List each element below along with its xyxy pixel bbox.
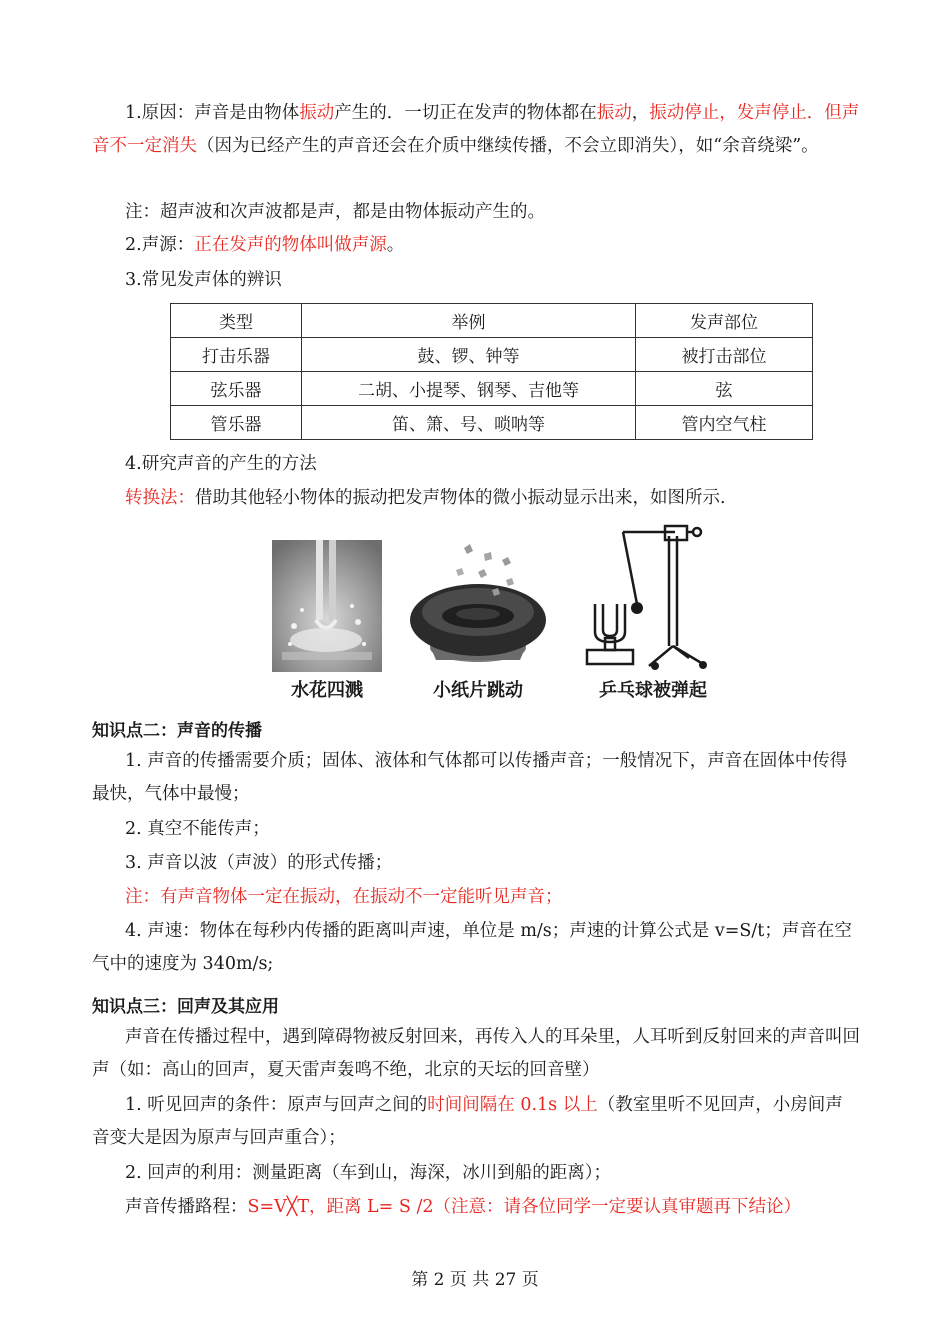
table-header: 发声部位 <box>636 304 813 338</box>
text: 1. 听见回声的条件：原声与回声之间的 <box>125 1095 428 1115</box>
table-header: 举例 <box>302 304 636 338</box>
text: ， <box>631 103 650 123</box>
table-cell: 弦 <box>636 372 813 406</box>
note-vibration: 注：有声音物体一定在振动，在振动不一定能听见声音； <box>125 887 563 907</box>
table-cell: 打击乐器 <box>171 338 302 372</box>
figure-caption: 乒乓球被弹起 <box>599 680 707 701</box>
paragraph-conversion <box>92 482 860 515</box>
text: 1.原因：声音是由物体 <box>125 103 300 123</box>
highlight: 时间间隔在 0.1s 以上 <box>427 1095 598 1115</box>
paragraph-method: 4.研究声音的产生的方法 <box>125 454 317 474</box>
text: 借助其他轻小物体的振动把发声物体的微小振动显示出来，如图所示. <box>195 488 726 508</box>
paper-bits-figure <box>408 540 548 672</box>
table-header-row <box>171 304 813 338</box>
table-row <box>171 338 813 372</box>
figure-caption: 小纸片跳动 <box>433 680 523 701</box>
text: 2.声源： <box>125 235 195 255</box>
text: （教室里听不见回声，小房间声音变大是因为原声与回声重合）； <box>92 1095 843 1148</box>
paragraph-echo-condition <box>92 1089 860 1155</box>
text: 产生的．一切正在发声的物体都在 <box>334 103 597 123</box>
table-row <box>171 406 813 440</box>
highlight: S=V╳T，距离 L= S /2（注意：请各位同学一定要认真审题再下结论） <box>247 1197 801 1217</box>
table-cell: 鼓、锣、钟等 <box>302 338 636 372</box>
sound-source-table <box>170 303 813 440</box>
paragraph-vacuum: 2. 真空不能传声； <box>125 819 270 839</box>
highlight: 振动 <box>299 103 335 123</box>
water-splash-figure <box>272 540 382 672</box>
paragraph-echo-formula <box>92 1191 860 1224</box>
highlight: 正在发声的物体叫做声源 <box>194 235 387 255</box>
table-cell: 管乐器 <box>171 406 302 440</box>
paragraph-medium: 1. 声音的传播需要介质；固体、液体和气体都可以传播声音；一般情况下，声音在固体中传得最快，气体中最慢； <box>92 751 848 804</box>
table-cell: 二胡、小提琴、钢琴、吉他等 <box>302 372 636 406</box>
paragraph-echo-use: 2. 回声的利用：测量距离（车到山，海深，冰川到船的距离）； <box>125 1163 612 1183</box>
section-heading: 知识点三：回声及其应用 <box>92 997 279 1017</box>
figure-caption: 水花四溅 <box>291 680 363 701</box>
note-ultrasound: 注：超声波和次声波都是声，都是由物体振动产生的。 <box>125 202 545 222</box>
table-header: 类型 <box>171 304 302 338</box>
paragraph-speed: 4. 声速：物体在每秒内传播的距离叫声速，单位是 m/s；声速的计算公式是 v=S/t；声音在空气中的速度为 340m/s; <box>92 921 852 974</box>
paragraph-echo: 声音在传播过程中，遇到障碍物被反射回来，再传入人的耳朵里，人耳听到反射回来的声音叫回声（如：高山的回声，夏天雷声轰鸣不绝，北京的天坛的回音壁） <box>92 1027 860 1080</box>
paragraph-wave: 3. 声音以波（声波）的形式传播； <box>125 853 393 873</box>
table-row <box>171 372 813 406</box>
page-footer: 第 2 页 共 27 页 <box>411 1270 539 1290</box>
table-cell: 被打击部位 <box>636 338 813 372</box>
table-cell: 管内空气柱 <box>636 406 813 440</box>
table-cell: 弦乐器 <box>171 372 302 406</box>
table-cell: 笛、箫、号、唢呐等 <box>302 406 636 440</box>
text: 。 <box>386 235 405 255</box>
highlight: 振动停止，发声停止．但声音不一定消失 <box>92 103 860 156</box>
ping-pong-figure <box>583 518 713 674</box>
highlight: 转换法： <box>125 488 195 508</box>
highlight: 振动 <box>596 103 632 123</box>
section-heading: 知识点二：声音的传播 <box>92 721 262 741</box>
paragraph-source <box>92 229 860 262</box>
text: （因为已经产生的声音还会在介质中继续传播，不会立即消失），如“余音绕梁”。 <box>197 136 819 156</box>
text: 声音传播路程： <box>125 1197 248 1217</box>
paragraph-cause <box>92 97 860 163</box>
paragraph-identify: 3.常见发声体的辨识 <box>125 270 282 290</box>
